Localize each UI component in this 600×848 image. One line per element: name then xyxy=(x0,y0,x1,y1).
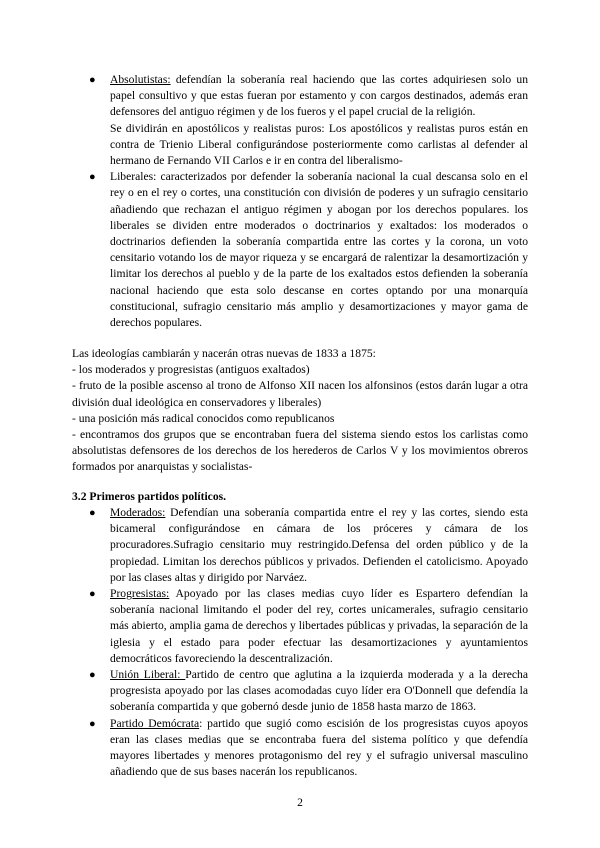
list-item-progresistas xyxy=(0,586,600,667)
bullet-icon: ● xyxy=(89,588,96,601)
absolutistas-text: defendían la soberanía real haciendo que las cortes adquiriesen solo un papel consultivo y que estas fueran por estamento y con cargos destinados, además eran defensores del antiguo régimen y de los fueros y el papel crucial de la religión. xyxy=(110,73,528,119)
ideologies-line: - encontramos dos grupos que se encontraban fuera del sistema siendo estos los carlistas como absolutistas defensores de los derechos de los herederos de Carlos V y los movimientos obreros formados por anarquistas y socialistas- xyxy=(72,428,528,474)
bullet-icon: ● xyxy=(89,171,96,184)
term-absolutistas: Absolutistas: xyxy=(110,73,171,86)
list-item-liberales xyxy=(0,169,600,331)
ideologies-bullet-list xyxy=(0,72,600,331)
bullet-icon: ● xyxy=(89,717,96,730)
parties-bullet-list xyxy=(0,505,600,780)
moderados-text: Defendían una soberanía compartida entre el rey y las cortes, siendo esta bicameral configurándose en cámara de los próceres y cámara de los procuradores.Sufragio censitario muy restringido.Defensa del orden público y de la propiedad. Limitan los derechos públicos y privados. Defienden el catolicismo. Apoyado por las clases altas y dirigido por Narváez. xyxy=(110,506,528,584)
term-union-liberal: Unión Liberal: xyxy=(110,668,186,682)
ideologies-intro: Las ideologías cambiarán y nacerán otras nuevas de 1833 a 1875: xyxy=(72,347,376,360)
bullet-icon: ● xyxy=(89,669,96,682)
list-item-union-liberal xyxy=(0,667,600,716)
partido-democrata-text: : partido que sugió como escisión de los progresistas cuyos apoyos eran las clases medias que se encontraba fuera del sistema político y que defendía mayores libertades y menores protagonismo del rey y el sufragio universal masculino añadiendo que de sus bases nacerán los republicanos. xyxy=(110,716,528,779)
list-item-moderados xyxy=(0,505,600,586)
bullet-icon: ● xyxy=(89,507,96,519)
ideologies-line: - los moderados y progresistas (antiguos exaltados) xyxy=(72,363,310,377)
absolutistas-extra: Se dividirán en apostólicos y realistas puros: Los apostólicos y realistas puros están en contra de Trienio Liberal configurándose posteriormente como carlistas al defender al hermano de Fernando VII Carlos e ir en contra del liberalismo- xyxy=(110,121,528,168)
list-item-partido-democrata xyxy=(0,716,600,781)
page-number: 2 xyxy=(297,796,303,809)
union-liberal-text: Partido de centro que aglutina a la izquierda moderada y a la derecha progresista apoyado por las clases acomodadas cuyo líder era O'Donnell que defendía la soberanía compartida y que gobernó desde junio de 1858 hasta marzo de 1863. xyxy=(110,668,529,714)
liberales-text: Liberales: caracterizados por defender la soberanía nacional la cual descansa solo en el rey o en el rey o cortes, una constitución con división de poderes y un sufragio censitario añadiendo que rechazan el antiguo régimen y abogan por los derechos populares. los liberales se dividen entre moderados o doctrinarios y exaltados: los moderados o doctrinarios defienden la soberanía compartida entre las cortes y la corona, un voto censitario votando los de mayor riqueza y se encargará de ralentizar la desamortización y limitar los derechos al pueblo y de la parte de los exaltados estos defienden la soberanía nacional haciendo que esta solo descanse en cortes optando por una monarquía constitucional, sufragio censitario más amplio y desamortizaciones y mayor gama de derechos populares. xyxy=(110,170,528,330)
ideologies-line: - una posición más radical conocidos como republicanos xyxy=(72,411,335,425)
progresistas-text: Apoyado por las clases medias cuyo líder es Espartero defendían la soberanía nacional limitando el poder del rey, cortes unicamerales, sufragio censitario más abierto, amplia gama de derechos y libertades públicas y privadas, la separación de la iglesia y el estado para poder efectuar las desamortizaciones y ayuntamientos democráticos favoreciendo la descentralización. xyxy=(110,587,528,665)
list-item-absolutistas xyxy=(0,72,600,169)
term-moderados: Moderados: xyxy=(110,506,166,519)
term-progresistas: Progresistas: xyxy=(110,587,170,601)
term-partido-democrata: Partido Demócrata xyxy=(110,716,200,730)
ideologies-line: - fruto de la posible ascenso al trono de Alfonso XII nacen los alfonsinos (estos darán lugar a otra división dual ideológica en conservadores y liberales) xyxy=(72,379,528,409)
section-heading: 3.2 Primeros partidos políticos. xyxy=(72,490,227,503)
bullet-icon: ● xyxy=(89,74,96,86)
ideologies-paragraph xyxy=(72,346,528,476)
